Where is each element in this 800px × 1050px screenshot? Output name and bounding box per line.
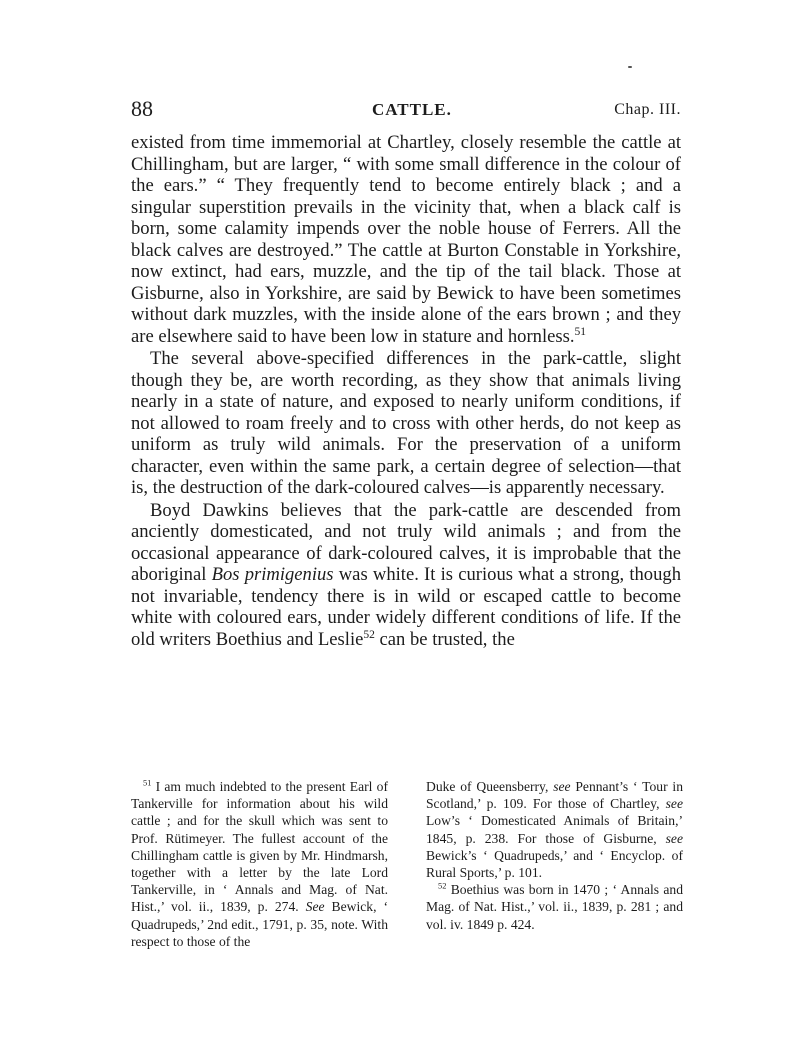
footnote-51-continued: Duke of Queensberry, see Pennant’s ‘ Tour in Scotland,’ p. 109. For those of Chartley, see Low’s ‘ Domesticated Animals of Britain,’ 1845, p. 238. For those of Gisburne, see Bewick’s ‘ Quadrupeds,’ and ‘ Encyclop. of Rural Sports,’ p. 101.: [426, 779, 683, 881]
footnote-51: $^{51}$ I am much indebted to the present Earl of Tankerville for information about his wild cattle ; and for the skull which was sent to Prof. Rütimeyer. The fullest account of the Chillingham cattle is given by Mr. Hindmarsh, together with a letter by the late Lord Tankerville, in ‘ Annals and Mag. of Nat. Hist.,’ vol. ii., 1839, p. 274. See Bewick, ‘ Quadrupeds,’ 2nd edit., 1791, p. 35, note. With respect to those of the: [131, 777, 388, 949]
footnote-marker: 51: [574, 325, 587, 338]
page-number: 88: [131, 96, 153, 121]
body-text: [131, 132, 681, 650]
running-header: [131, 96, 681, 124]
italic-text: See: [305, 899, 325, 915]
footnote-52: $^{52}$ Boethius was born in 1470 ; ‘ Annals and Mag. of Nat. Hist.,’ vol. ii., 1839, p. 281 ; and vol. iv. 1849 p. 424.: [426, 880, 683, 932]
italic-text: see: [665, 830, 683, 846]
ink-speck: [628, 66, 632, 68]
body-paragraph: Boyd Dawkins believes that the park-cattle are descended from anciently domesticated, and not truly wild animals ; and from the occasional appearance of dark-coloured calves, it is improbable that the aboriginal Bos primigenius was white. It is curious what a strong, though not invariable, tendency there is in wild or escaped cattle to become white with coloured ears, under widely different conditions of life. If the old writers Boethius and Leslie$^{52}$ can be trusted, the: [131, 499, 681, 650]
footnote-marker: 52: [438, 880, 447, 891]
italic-text: see: [553, 779, 571, 794]
body-paragraph: existed from time immemorial at Chartley, closely resemble the cattle at Chillingham, but are larger, “ with some small difference in the colour of the ears.” “ They frequently tend to become entirely black ; and a singular superstition prevails in the vicinity that, when a black calf is born, some calamity impends over the noble house of Ferrers. All the black calves are destroyed.” The cattle at Burton Constable in Yorkshire, now extinct, had ears, muzzle, and the tip of the tail black. Those at Gisburne, also in Yorkshire, are said by Bewick to have been sometimes without dark muzzles, with the inside alone of the ears brown ; and they are elsewhere said to have been low in stature and hornless.$^{51}$: [131, 132, 681, 347]
footnote-column-left: [131, 778, 388, 950]
footnote-column-right: [426, 778, 683, 950]
footnote-marker: 52: [363, 628, 375, 641]
chapter-label: Chap. III.: [614, 101, 681, 118]
running-title: CATTLE.: [372, 100, 452, 119]
italic-text: Bos primigenius: [211, 564, 334, 585]
italic-text: see: [665, 796, 683, 812]
footnotes: [131, 778, 683, 950]
body-paragraph: The several above-specified differences in the park-cattle, slight though they be, are worth recording, as they show that animals living nearly in a state of nature, and exposed to nearly uniform conditions, if not allowed to roam freely and to cross with other herds, do not keep as uniform as truly wild animals. For the preservation of a uniform character, even within the same park, a certain degree of selection—that is, the destruction of the dark-coloured calves—is apparently necessary.: [131, 348, 681, 498]
footnote-marker: 51: [143, 777, 152, 788]
